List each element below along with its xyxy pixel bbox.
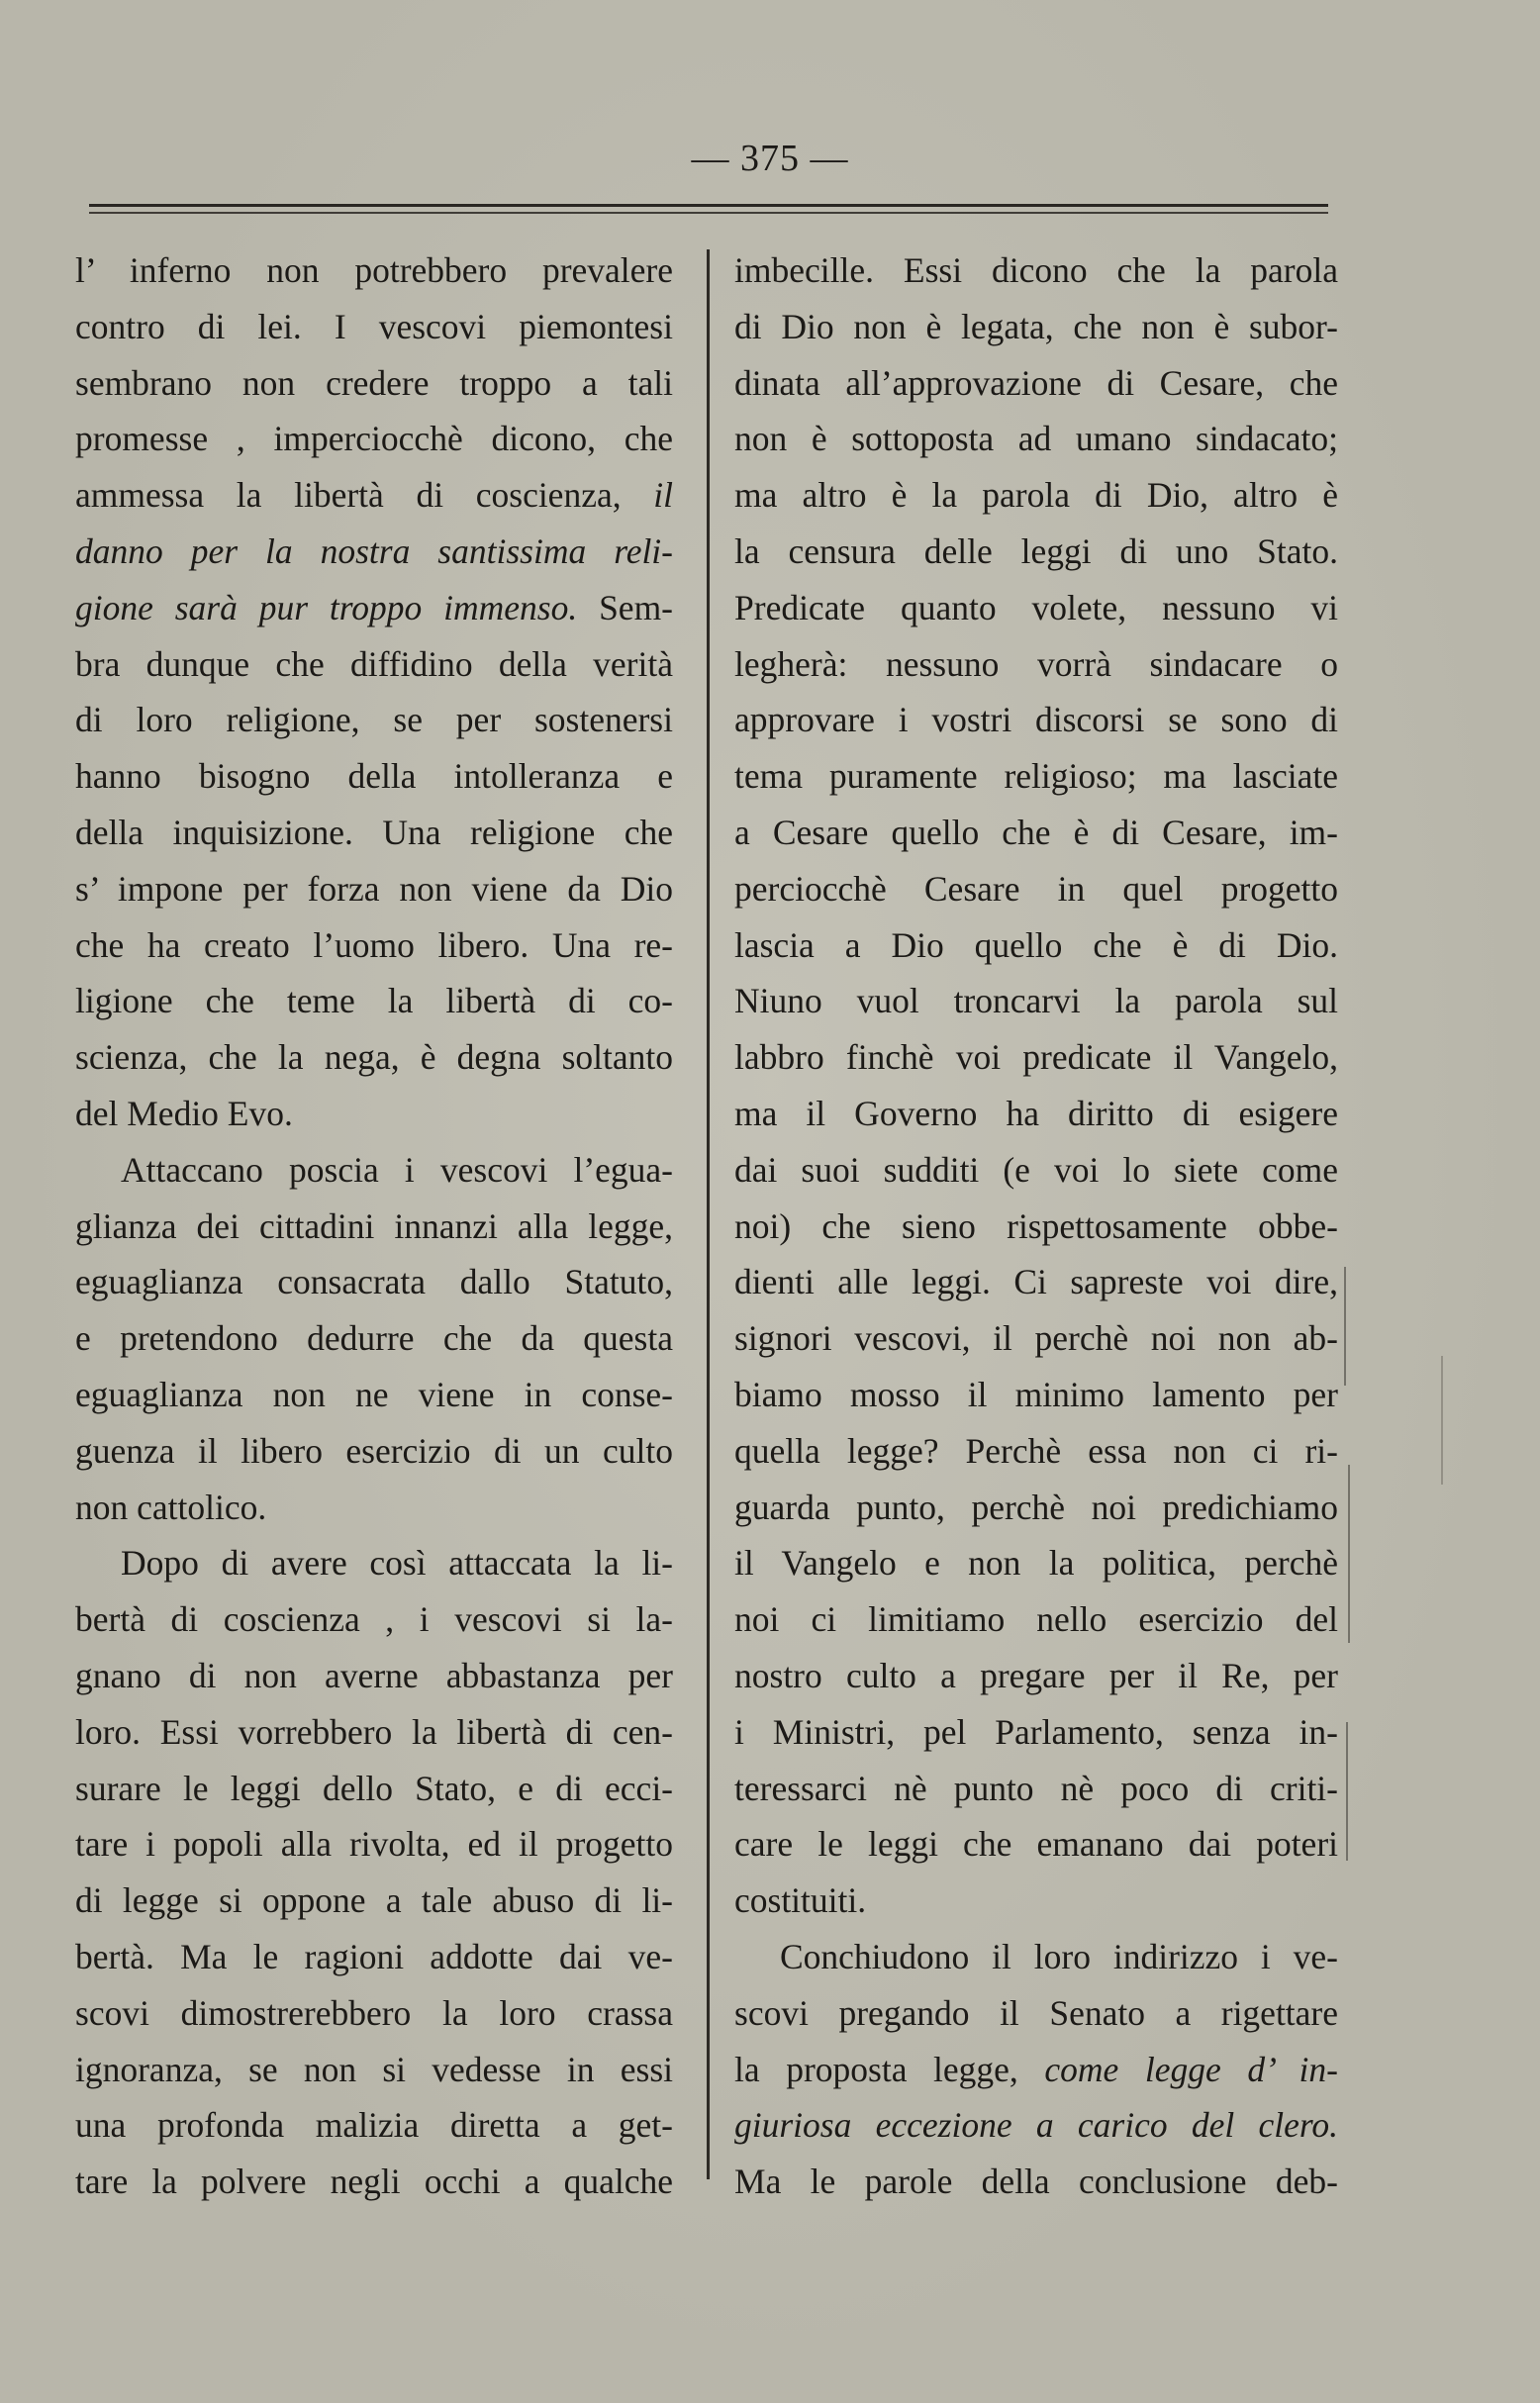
text-line (75, 580, 673, 636)
text-line (734, 1423, 1338, 1480)
text-segment: Ma le parole della conclusione deb- (734, 2162, 1338, 2202)
text-segment: imbecille. Essi dicono che la parola (734, 250, 1338, 290)
text-segment: ignoranza, se non si vedesse in essi (75, 2049, 673, 2089)
text-line (734, 467, 1338, 524)
text-segment: nostro culto a pregare per il Re, per (734, 1655, 1338, 1695)
text-line (75, 1254, 673, 1310)
text-segment: i Ministri, pel Parlamento, senza in- (734, 1711, 1338, 1752)
text-segment: sembrano non credere troppo a tali (75, 362, 673, 403)
text-line (734, 861, 1338, 917)
text-line (734, 1648, 1338, 1704)
text-line (75, 355, 673, 412)
margin-mark (1348, 1465, 1350, 1643)
text-segment: surare le leggi dello Stato, e di ecci- (75, 1768, 673, 1808)
header-rule-top (89, 204, 1328, 207)
text-line (75, 1704, 673, 1761)
text-segment: noi) che sieno rispettosamente obbe- (734, 1205, 1338, 1246)
text-line (75, 973, 673, 1029)
text-segment: una profonda malizia diretta a get- (75, 2105, 673, 2146)
text-line (75, 2042, 673, 2098)
text-line (734, 580, 1338, 636)
text-segment: hanno bisogno della intolleranza e (75, 756, 673, 797)
text-segment: scovi dimostrerebbero la loro crassa (75, 1992, 673, 2033)
text-segment: Sem- (577, 587, 673, 627)
text-line (734, 1985, 1338, 2042)
text-segment: s’ impone per forza non viene da Dio (75, 868, 673, 909)
text-segment: bra dunque che diffidino della verità (75, 643, 673, 684)
text-line (75, 242, 673, 299)
text-line (75, 692, 673, 748)
text-segment: di loro religione, se per sostenersi (75, 700, 673, 740)
right-text-column (734, 242, 1338, 2210)
text-line (734, 411, 1338, 467)
text-segment: teressarci nè punto nè poco di criti- (734, 1768, 1338, 1808)
text-line (75, 748, 673, 805)
text-segment: eguaglianza consacrata dallo Statuto, (75, 1262, 673, 1302)
text-line (734, 973, 1338, 1029)
text-line (734, 355, 1338, 412)
text-segment: tema puramente religioso; ma lasciate (734, 756, 1338, 797)
text-segment: bertà di coscienza , i vescovi si la- (75, 1599, 673, 1640)
margin-mark (1344, 1267, 1346, 1386)
text-line (75, 1029, 673, 1086)
text-line (734, 1199, 1338, 1255)
text-segment: contro di lei. I vescovi piemontesi (75, 306, 673, 346)
text-line (75, 1310, 673, 1367)
text-line (734, 1873, 1338, 1929)
italic-text: il (653, 475, 673, 516)
text-segment: ma il Governo ha diritto di esigere (734, 1093, 1338, 1133)
column-divider (707, 249, 710, 2179)
text-segment: Dopo di avere così attaccata la li- (121, 1543, 673, 1584)
text-line (734, 805, 1338, 861)
text-line (734, 1310, 1338, 1367)
text-line (734, 1704, 1338, 1761)
text-segment: scienza, che la nega, è degna soltanto (75, 1037, 673, 1078)
text-line (734, 636, 1338, 693)
text-line (75, 1816, 673, 1873)
text-segment: perciocchè Cesare in quel progetto (734, 868, 1338, 909)
header-rule-bottom (89, 212, 1328, 214)
text-segment: promesse , imperciocchè dicono, che (75, 419, 673, 459)
text-line (734, 1367, 1338, 1423)
text-segment: che ha creato l’uomo libero. Una re- (75, 924, 673, 965)
margin-mark (1346, 1722, 1348, 1861)
italic-text: come legge d’ in- (1044, 2049, 1338, 2089)
margin-mark (1441, 1356, 1443, 1485)
text-line (734, 1761, 1338, 1817)
text-line (734, 2097, 1338, 2154)
text-line (734, 299, 1338, 355)
text-line (75, 636, 673, 693)
text-line (75, 1929, 673, 1985)
text-segment: il Vangelo e non la politica, perchè (734, 1543, 1338, 1584)
text-line (75, 2097, 673, 2154)
text-line (734, 1254, 1338, 1310)
text-segment: legherà: nessuno vorrà sindacare o (734, 643, 1338, 684)
text-segment: a Cesare quello che è di Cesare, im- (734, 812, 1338, 852)
italic-text: giuriosa eccezione a carico del clero. (734, 2105, 1338, 2146)
left-text-column (75, 242, 673, 2210)
text-line (734, 1929, 1338, 1985)
text-line (75, 1761, 673, 1817)
text-line (75, 467, 673, 524)
text-segment: guenza il libero esercizio di un culto (75, 1430, 673, 1471)
text-line (734, 1535, 1338, 1591)
text-segment: gnano di non averne abbastanza per (75, 1655, 673, 1695)
text-line (75, 1535, 673, 1591)
text-line (75, 1423, 673, 1480)
page-number: — 375 — (691, 138, 849, 179)
text-line (75, 1648, 673, 1704)
text-line (734, 1086, 1338, 1142)
text-segment: eguaglianza non ne viene in conse- (75, 1374, 673, 1414)
text-line (75, 1142, 673, 1199)
italic-text: danno per la nostra santissima reli- (75, 530, 673, 571)
text-segment: loro. Essi vorrebbero la libertà di cen- (75, 1711, 673, 1752)
text-segment: e pretendono dedurre che da questa (75, 1318, 673, 1359)
text-segment: dinata all’approvazione di Cesare, che (734, 362, 1338, 403)
text-segment: non cattolico. (75, 1487, 267, 1527)
text-segment: Niuno vuol troncarvi la parola sul (734, 981, 1338, 1021)
text-segment: di Dio non è legata, che non è subor- (734, 306, 1338, 346)
text-segment: dienti alle leggi. Ci sapreste voi dire, (734, 1262, 1338, 1302)
text-line (734, 2154, 1338, 2210)
text-segment: guarda punto, perchè noi predichiamo (734, 1487, 1338, 1527)
text-segment: Conchiudono il loro indirizzo i ve- (780, 1936, 1338, 1976)
italic-text: gione sarà pur troppo immenso. (75, 587, 578, 627)
text-line (75, 1199, 673, 1255)
text-line (734, 1591, 1338, 1648)
text-line (734, 1142, 1338, 1199)
text-line (734, 242, 1338, 299)
text-line (734, 1029, 1338, 1086)
text-line (75, 411, 673, 467)
text-segment: costituiti. (734, 1880, 867, 1921)
text-line (75, 299, 673, 355)
text-line (75, 1591, 673, 1648)
text-segment: glianza dei cittadini innanzi alla legge, (75, 1205, 673, 1246)
text-line (734, 2042, 1338, 2098)
text-segment: di legge si oppone a tale abuso di li- (75, 1880, 673, 1921)
text-segment: tare i popoli alla rivolta, ed il progetto (75, 1824, 673, 1865)
text-line (734, 748, 1338, 805)
text-segment: del Medio Evo. (75, 1093, 293, 1133)
text-segment: la censura delle leggi di uno Stato. (734, 530, 1338, 571)
text-segment: noi ci limitiamo nello esercizio del (734, 1599, 1338, 1640)
text-segment: lascia a Dio quello che è di Dio. (734, 924, 1338, 965)
text-segment: care le leggi che emanano dai poteri (734, 1824, 1338, 1865)
text-line (75, 1985, 673, 2042)
text-segment: ammessa la libertà di coscienza, (75, 475, 654, 516)
text-line (75, 805, 673, 861)
text-line (75, 1480, 673, 1536)
text-segment: non è sottoposta ad umano sindacato; (734, 419, 1338, 459)
text-line (75, 917, 673, 974)
text-line (734, 692, 1338, 748)
text-segment: scovi pregando il Senato a rigettare (734, 1992, 1338, 2033)
text-line (75, 2154, 673, 2210)
text-line (75, 524, 673, 580)
text-segment: Attaccano poscia i vescovi l’egua- (121, 1149, 673, 1190)
text-line (734, 1480, 1338, 1536)
text-line (75, 1873, 673, 1929)
text-segment: biamo mosso il minimo lamento per (734, 1374, 1338, 1414)
text-segment: quella legge? Perchè essa non ci ri- (734, 1430, 1338, 1471)
text-segment: ma altro è la parola di Dio, altro è (734, 475, 1338, 516)
text-segment: signori vescovi, il perchè noi non ab- (734, 1318, 1338, 1359)
text-line (75, 1086, 673, 1142)
text-line (75, 1367, 673, 1423)
text-segment: labbro finchè voi predicate il Vangelo, (734, 1037, 1338, 1078)
text-segment: della inquisizione. Una religione che (75, 812, 673, 852)
text-segment: l’ inferno non potrebbero prevalere (75, 250, 673, 290)
text-line (734, 917, 1338, 974)
text-segment: tare la polvere negli occhi a qualche (75, 2162, 673, 2202)
text-line (734, 524, 1338, 580)
text-segment: la proposta legge, (734, 2049, 1045, 2089)
text-line (734, 1816, 1338, 1873)
text-segment: ligione che teme la libertà di co- (75, 981, 673, 1021)
text-segment: bertà. Ma le ragioni addotte dai ve- (75, 1936, 673, 1976)
text-segment: Predicate quanto volete, nessuno vi (734, 587, 1338, 627)
text-segment: approvare i vostri discorsi se sono di (734, 700, 1338, 740)
text-segment: dai suoi sudditi (e voi lo siete come (734, 1149, 1338, 1190)
text-line (75, 861, 673, 917)
